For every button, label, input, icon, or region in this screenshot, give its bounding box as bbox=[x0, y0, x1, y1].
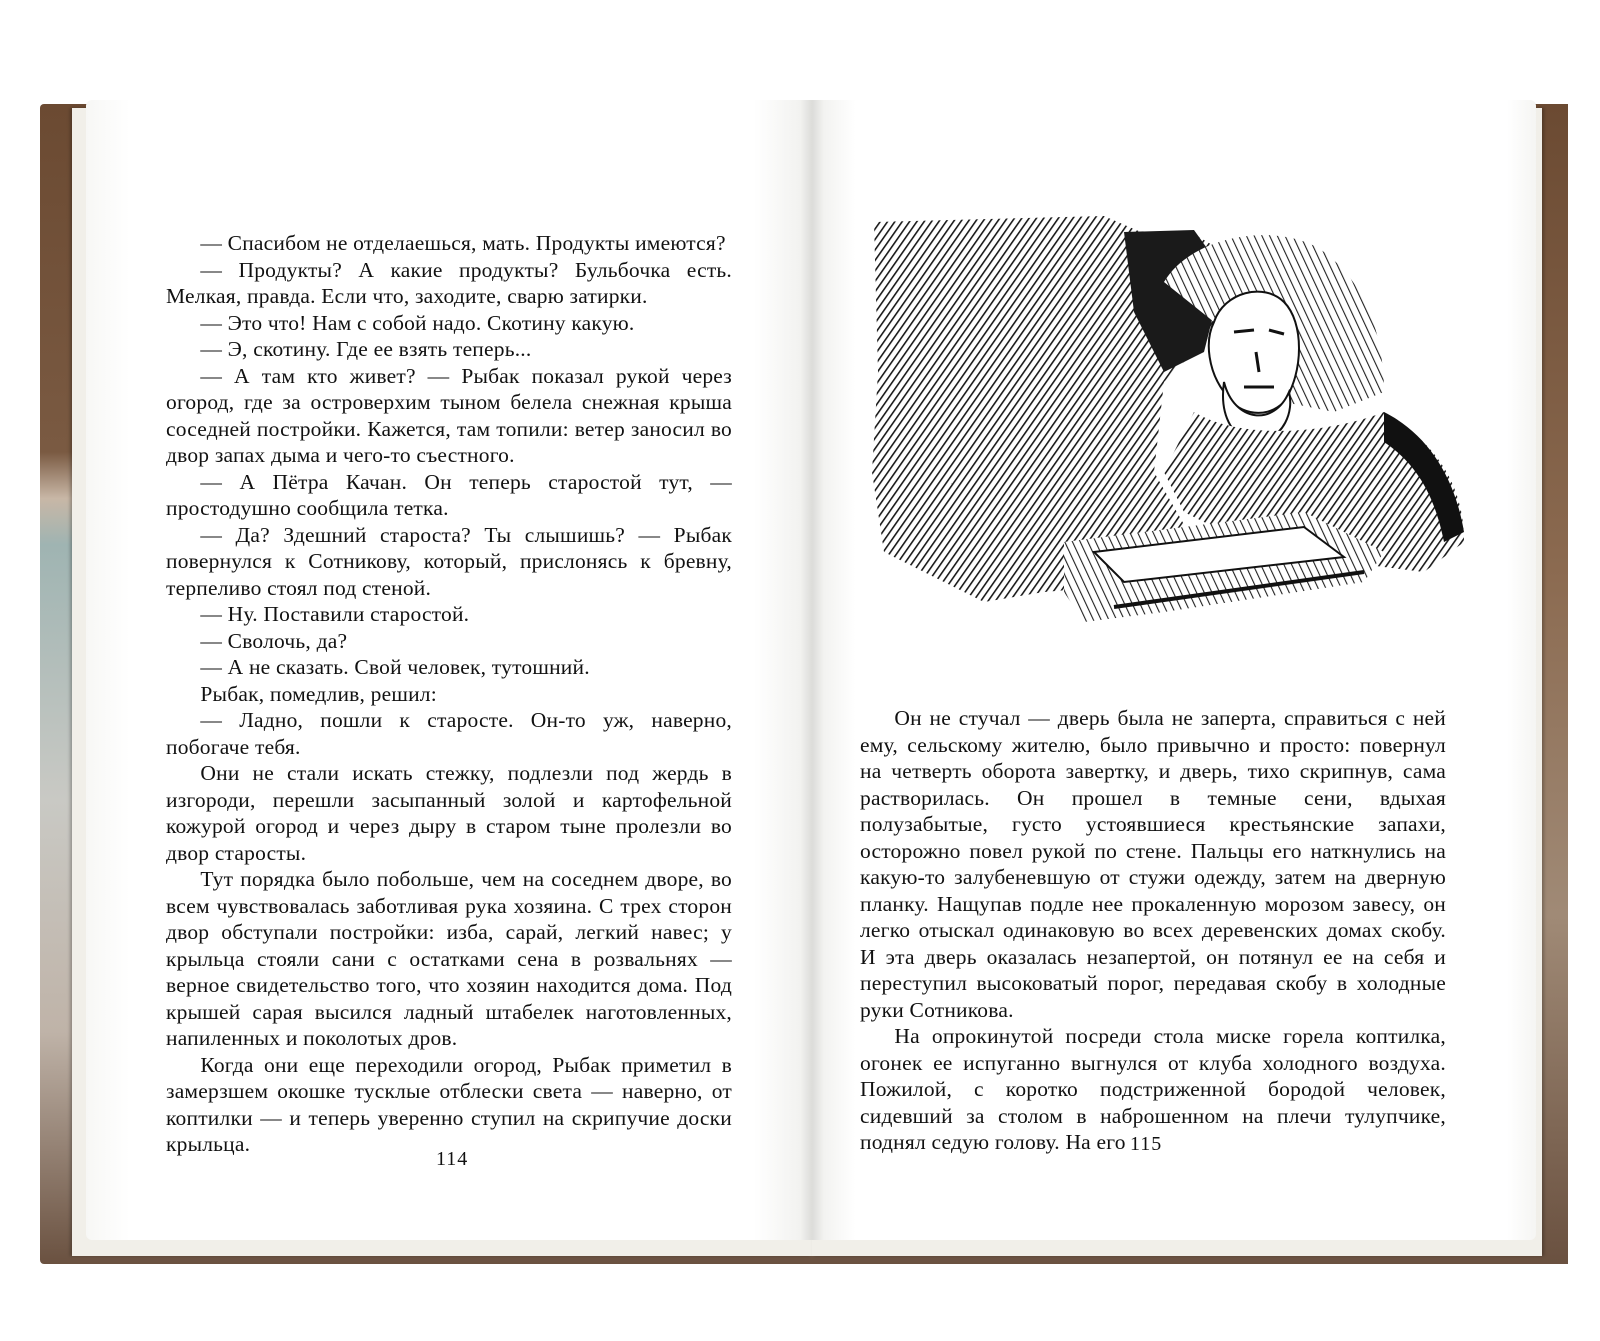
paragraph: Он не стучал — дверь была не заперта, справиться с ней ему, сельскому жителю, было привычно и просто: повернул на четверть оборота завертку, и дверь, тихо скрипнув, сама растворилась. Он прошел в темные сени, вдыхая полузабытые, густо устоявшиеся крестьянские запахи, осторожно повел рукой по стене. Пальцы его наткнулись на какую-то залубеневшую от стужи одежду, затем на дверную планку. Нащупав подле нее прокаленную морозом завесу, он легко отыскал одинаковую во всех деревенских домах скобу. И эта дверь оказалась незапертой, он потянул ее на себя и переступил высоковатый порог, передавая скобу в холодные руки Сотникова. bbox=[860, 706, 1446, 1022]
paragraph: На опрокинутой посреди стола миске горела коптилка, огонек ее испуганно выгнулся от клуба холодного воздуха. Пожилой, с коротко подстриженной бородой человек, сидевший за столом в наброшенном на плечи тулупчике, поднял седую голову. На его bbox=[860, 1024, 1446, 1154]
paragraph: — А Пётра Качан. Он теперь старостой тут, — простодушно сообщила тетка. bbox=[166, 469, 732, 520]
book-gutter bbox=[800, 100, 824, 1240]
paragraph: — Это что! Нам с собой надо. Скотину какую. bbox=[200, 310, 635, 335]
paragraph: — Э, скотину. Где ее взять теперь... bbox=[200, 337, 532, 361]
paragraph: — А там кто живет? — Рыбак показал рукой через огород, где за островерхим тыном белела снежная крыша соседней постройки. Кажется, там топили: ветер заносил во двор запах дыма и чего-то съестного. bbox=[166, 363, 732, 467]
paragraph: — Ну. Поставили старостой. bbox=[200, 602, 470, 626]
paragraph: — Спасибом не отделаешься, мать. Продукты имеются? bbox=[200, 231, 726, 255]
right-page-text bbox=[860, 705, 1446, 1156]
paragraph: Рыбак, помедлив, решил: bbox=[200, 681, 437, 706]
sketch-illustration-icon bbox=[864, 212, 1474, 632]
left-page-text bbox=[166, 230, 732, 1158]
paragraph: — Ладно, пошли к старосте. Он-то уж, наверно, побогаче тебя. bbox=[166, 708, 732, 759]
paragraph: — Да? Здешний староста? Ты слышишь? — Рыбак повернулся к Сотникову, который, прислонясь к бревну, терпеливо стоял под стеной. bbox=[166, 522, 732, 600]
paragraph: — Продукты? А какие продукты? Бульбочка есть. Мелкая, правда. Если что, заходите, сварю затирки. bbox=[166, 257, 732, 308]
paragraph: Тут порядка было побольше, чем на соседнем дворе, во всем чувствовалась заботливая рука хозяина. С трех сторон двор обступали постройки: изба, сарай, легкий навес; у крыльца стояли сани с остатками сена в розвальнях — верное свидетельство того, что хозяин находится дома. Под крышей сарая высился ладный штабелек наготовленных, напиленных и поколотых дров. bbox=[166, 867, 732, 1050]
right-page bbox=[812, 100, 1536, 1240]
paragraph: Они не стали искать стежку, подлезли под жердь в изгороди, перешли засыпанный золой и картофельной кожурой огород и через дыру в старом тыне пролезли во двор старосты. bbox=[166, 761, 732, 865]
paragraph: — А не сказать. Свой человек, тутошний. bbox=[200, 655, 590, 679]
paragraph: Когда они еще переходили огород, Рыбак приметил в замерзшем окошке тусклые отблески света — наверно, от коптилки — и теперь уверенно ступил на скрипучие доски крыльца. bbox=[166, 1052, 732, 1156]
page-number-left: 114 bbox=[436, 1148, 469, 1170]
left-page bbox=[86, 100, 812, 1240]
paragraph: — Сволочь, да? bbox=[200, 628, 348, 653]
page-number-right: 115 bbox=[1130, 1133, 1163, 1155]
